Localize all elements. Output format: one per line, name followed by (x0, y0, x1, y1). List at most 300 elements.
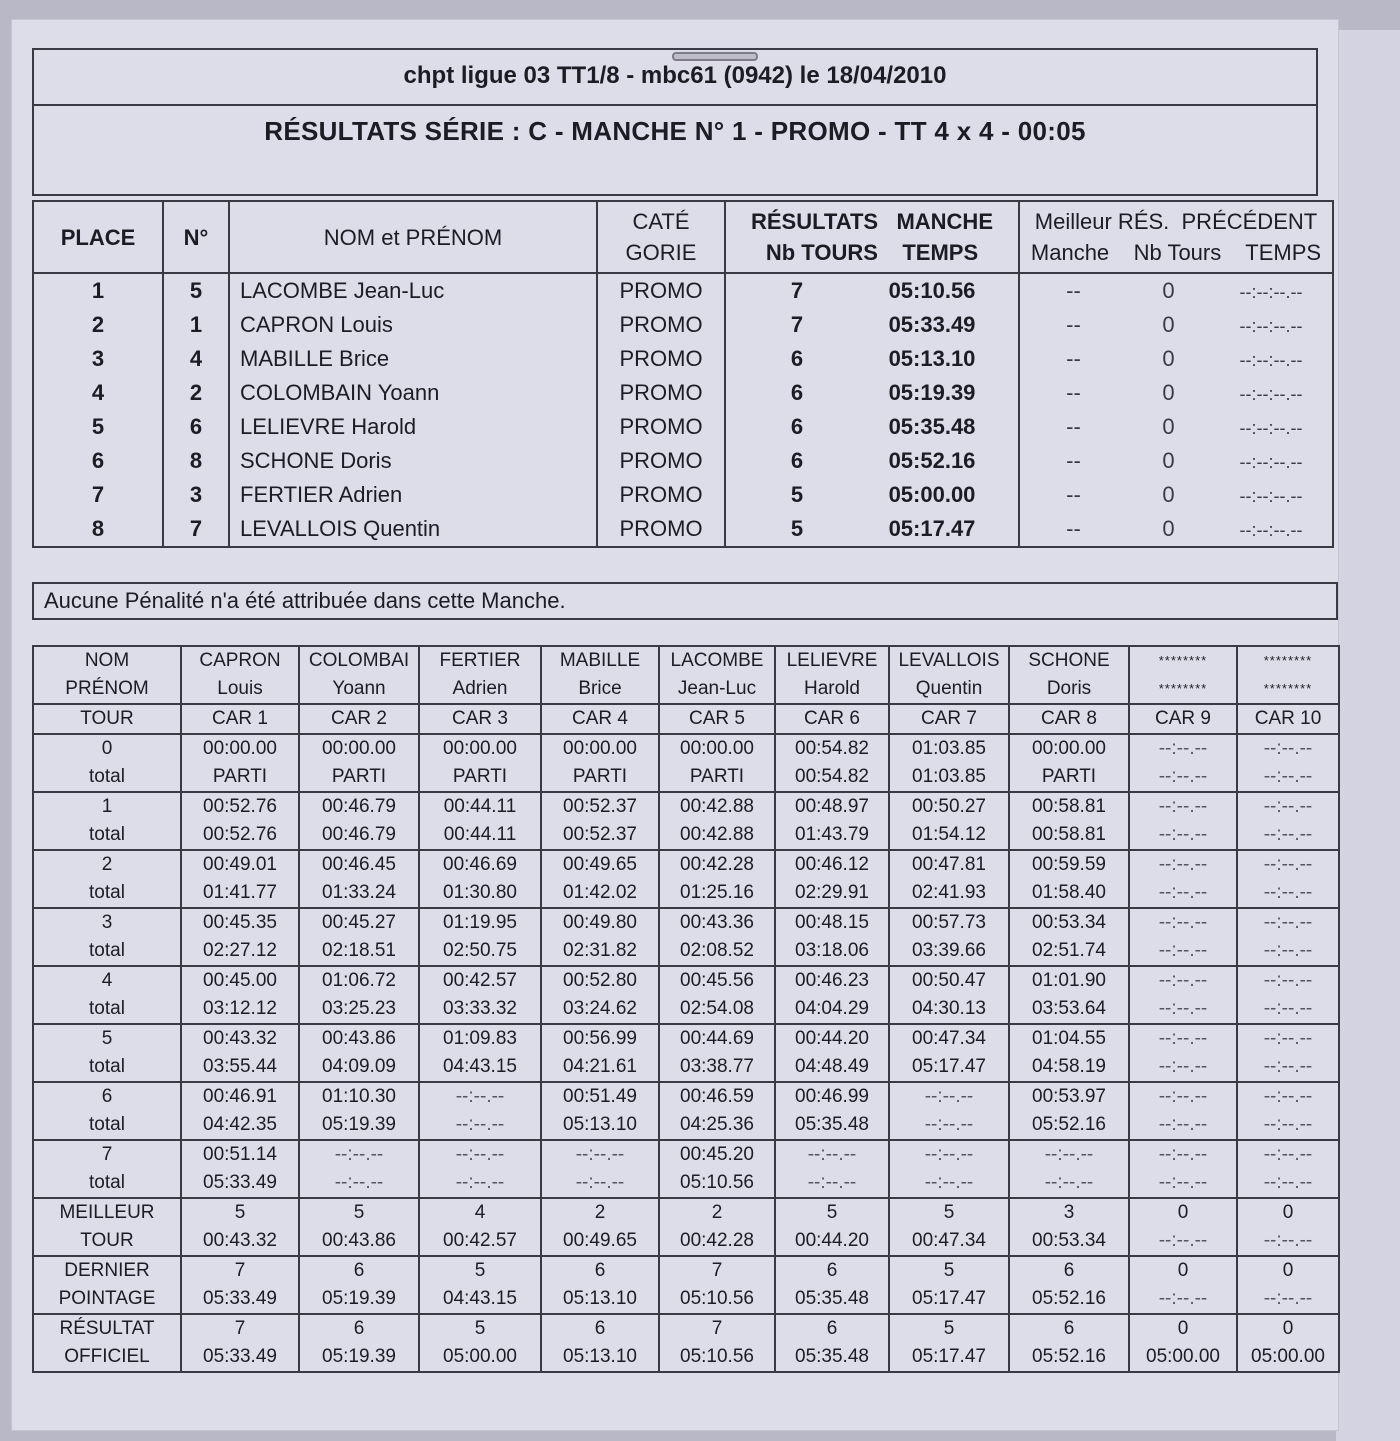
result-time: 05:00.00 (888, 482, 976, 507)
cumulative-time: --:--.-- (775, 1169, 889, 1198)
cumulative-time: 03:33.32 (419, 995, 541, 1024)
summary-lap: 7 (659, 1314, 775, 1343)
driver-firstname: ******** (1129, 675, 1237, 704)
result-driver-name: CAPRON Louis (229, 308, 597, 342)
summary-time: 00:42.28 (659, 1227, 775, 1256)
col-results (725, 201, 1019, 273)
summary-lap: 6 (541, 1314, 659, 1343)
result-previous (1019, 376, 1333, 410)
summary-time: --:--.-- (1129, 1227, 1237, 1256)
lap-total-row (33, 879, 1339, 908)
lap-time: 00:49.01 (181, 850, 299, 879)
result-row (33, 308, 1333, 342)
result-category: PROMO (597, 512, 725, 547)
cumulative-time: 04:30.13 (889, 995, 1009, 1024)
result-time: 05:52.16 (888, 448, 976, 473)
cumulative-time: 02:54.08 (659, 995, 775, 1024)
event-title: chpt ligue 03 TT1/8 - mbc61 (0942) le 18/04/2010 (403, 62, 947, 89)
lap-time: 00:42.28 (659, 850, 775, 879)
title-box (32, 48, 1318, 196)
lap-time: 00:52.76 (181, 792, 299, 821)
lap-number: 6 (33, 1082, 181, 1111)
lap-time: 00:46.23 (775, 966, 889, 995)
summary-lap: 0 (1129, 1256, 1237, 1285)
summary-time: 04:43.15 (419, 1285, 541, 1314)
car-label: CAR 5 (659, 704, 775, 734)
summary-lap: 6 (299, 1256, 419, 1285)
cumulative-time: 03:38.77 (659, 1053, 775, 1082)
results-table (32, 200, 1334, 548)
col-results-l2: Nb TOURS TEMPS (765, 240, 979, 265)
driver-surname: LELIEVRE (775, 646, 889, 675)
title-divider (34, 104, 1316, 106)
cumulative-time: --:--.-- (1129, 1111, 1237, 1140)
previous-manche: -- (1066, 346, 1081, 371)
driver-surname: CAPRON (181, 646, 299, 675)
lap-time: 00:53.97 (1009, 1082, 1129, 1111)
lap-time: --:--.-- (1237, 1024, 1339, 1053)
result-laps: 6 (790, 346, 804, 371)
lap-total-row (33, 1169, 1339, 1198)
lap-time: --:--.-- (419, 1082, 541, 1111)
cumulative-time: PARTI (541, 763, 659, 792)
lap-time: --:--.-- (1129, 734, 1237, 763)
summary-lap: 5 (419, 1256, 541, 1285)
car-label: CAR 2 (299, 704, 419, 734)
cumulative-time: --:--.-- (1129, 763, 1237, 792)
lap-time: 00:00.00 (541, 734, 659, 763)
summary-time: 00:44.20 (775, 1227, 889, 1256)
result-place: 6 (33, 444, 163, 478)
cumulative-time: 04:43.15 (419, 1053, 541, 1082)
result-laps: 7 (790, 312, 804, 337)
driver-surname: FERTIER (419, 646, 541, 675)
lap-time: 00:47.34 (889, 1024, 1009, 1053)
result-category: PROMO (597, 410, 725, 444)
car-label: CAR 7 (889, 704, 1009, 734)
lap-row (33, 792, 1339, 821)
previous-laps: 0 (1162, 482, 1175, 507)
summary-lap: 6 (775, 1256, 889, 1285)
lap-time: --:--.-- (1237, 734, 1339, 763)
lap-row (33, 850, 1339, 879)
result-laps: 7 (790, 278, 804, 303)
lap-time: --:--.-- (1129, 1082, 1237, 1111)
lap-total-row (33, 995, 1339, 1024)
lap-total-row (33, 1111, 1339, 1140)
label-total: total (33, 1053, 181, 1082)
cumulative-time: 04:58.19 (1009, 1053, 1129, 1082)
lap-time: 01:19.95 (419, 908, 541, 937)
label-prenom: PRÉNOM (33, 675, 181, 704)
lap-time: 00:45.27 (299, 908, 419, 937)
lap-time: 00:42.88 (659, 792, 775, 821)
previous-time: --:--:--.-- (1239, 384, 1303, 404)
previous-laps: 0 (1162, 346, 1175, 371)
lap-time: 00:00.00 (659, 734, 775, 763)
summary-lap: 5 (775, 1198, 889, 1227)
lap-time: 00:46.91 (181, 1082, 299, 1111)
lap-time: --:--.-- (1129, 792, 1237, 821)
summary-lap: 7 (181, 1256, 299, 1285)
driver-surname: ******** (1129, 646, 1237, 675)
summary-label: POINTAGE (33, 1285, 181, 1314)
summary-time: 05:35.48 (775, 1343, 889, 1372)
summary-label: DERNIER (33, 1256, 181, 1285)
result-previous (1019, 444, 1333, 478)
cumulative-time: 03:18.06 (775, 937, 889, 966)
summary-label: OFFICIEL (33, 1343, 181, 1372)
car-label: CAR 3 (419, 704, 541, 734)
lap-time: 00:51.49 (541, 1082, 659, 1111)
lap-time: 00:46.12 (775, 850, 889, 879)
cumulative-time: 04:21.61 (541, 1053, 659, 1082)
label-total: total (33, 1111, 181, 1140)
label-total: total (33, 763, 181, 792)
cumulative-time: 02:41.93 (889, 879, 1009, 908)
lap-time: --:--.-- (775, 1140, 889, 1169)
cumulative-time: 02:08.52 (659, 937, 775, 966)
result-time: 05:19.39 (888, 380, 976, 405)
lap-time: 01:04.55 (1009, 1024, 1129, 1053)
lap-time: 00:46.69 (419, 850, 541, 879)
driver-firstname: ******** (1237, 675, 1339, 704)
summary-time: --:--.-- (1129, 1285, 1237, 1314)
lap-time: --:--.-- (1237, 1140, 1339, 1169)
cumulative-time: 00:42.88 (659, 821, 775, 850)
result-time: 05:10.56 (888, 278, 976, 303)
cumulative-time: 02:51.74 (1009, 937, 1129, 966)
summary-time: 00:47.34 (889, 1227, 1009, 1256)
cumulative-time: 05:52.16 (1009, 1111, 1129, 1140)
cumulative-time: --:--.-- (1129, 1169, 1237, 1198)
summary-label: RÉSULTAT (33, 1314, 181, 1343)
result-row (33, 342, 1333, 376)
cumulative-time: 02:27.12 (181, 937, 299, 966)
summary-lap: 6 (541, 1256, 659, 1285)
cumulative-time: --:--.-- (1129, 937, 1237, 966)
summary-lap: 6 (299, 1314, 419, 1343)
previous-time: --:--:--.-- (1239, 486, 1303, 506)
result-number: 7 (163, 512, 229, 547)
summary-time: 00:43.32 (181, 1227, 299, 1256)
cumulative-time: --:--.-- (1129, 1053, 1237, 1082)
col-previous-best (1019, 201, 1333, 273)
lap-time: 01:09.83 (419, 1024, 541, 1053)
previous-manche: -- (1066, 448, 1081, 473)
previous-laps: 0 (1162, 380, 1175, 405)
lap-time: 00:59.59 (1009, 850, 1129, 879)
lap-time: 00:45.20 (659, 1140, 775, 1169)
lap-time: 00:00.00 (299, 734, 419, 763)
cumulative-time: --:--.-- (1009, 1169, 1129, 1198)
cumulative-time: 05:33.49 (181, 1169, 299, 1198)
summary-lap: 7 (659, 1256, 775, 1285)
result-previous (1019, 342, 1333, 376)
cumulative-time: --:--.-- (1237, 821, 1339, 850)
lap-time: 00:45.00 (181, 966, 299, 995)
col-name: NOM et PRÉNOM (229, 201, 597, 273)
result-time: 05:35.48 (888, 414, 976, 439)
lap-time: --:--.-- (1237, 1082, 1339, 1111)
cumulative-time: 03:53.64 (1009, 995, 1129, 1024)
lap-time: 00:48.15 (775, 908, 889, 937)
result-number: 1 (163, 308, 229, 342)
lap-time: 00:00.00 (1009, 734, 1129, 763)
result-place: 1 (33, 273, 163, 308)
result-laps-time (725, 376, 1019, 410)
previous-manche: -- (1066, 414, 1081, 439)
summary-time: 00:43.86 (299, 1227, 419, 1256)
summary-time: 00:53.34 (1009, 1227, 1129, 1256)
summary-lap: 5 (889, 1314, 1009, 1343)
col-previous-l2: Manche Nb Tours TEMPS (1030, 240, 1322, 265)
result-category: PROMO (597, 273, 725, 308)
summary-time: 05:52.16 (1009, 1285, 1129, 1314)
driver-firstname: Adrien (419, 675, 541, 704)
result-number: 4 (163, 342, 229, 376)
cumulative-time: 02:29.91 (775, 879, 889, 908)
result-row (33, 512, 1333, 547)
cumulative-time: --:--.-- (1237, 879, 1339, 908)
previous-laps: 0 (1162, 312, 1175, 337)
cumulative-time: 01:54.12 (889, 821, 1009, 850)
label-total: total (33, 937, 181, 966)
summary-lap: 0 (1237, 1198, 1339, 1227)
lap-time: 01:01.90 (1009, 966, 1129, 995)
lap-time: 00:50.27 (889, 792, 1009, 821)
car-label: CAR 8 (1009, 704, 1129, 734)
result-time: 05:13.10 (888, 346, 976, 371)
result-driver-name: SCHONE Doris (229, 444, 597, 478)
lap-time: 00:53.34 (1009, 908, 1129, 937)
lap-total-row (33, 1053, 1339, 1082)
cumulative-time: 00:52.37 (541, 821, 659, 850)
label-total: total (33, 995, 181, 1024)
cumulative-time: --:--.-- (1237, 1053, 1339, 1082)
summary-time: 05:19.39 (299, 1343, 419, 1372)
cumulative-time: 02:31.82 (541, 937, 659, 966)
result-time: 05:17.47 (888, 516, 976, 541)
lap-time: 00:44.69 (659, 1024, 775, 1053)
lap-time: --:--.-- (1237, 908, 1339, 937)
cumulative-time: PARTI (659, 763, 775, 792)
lap-number: 3 (33, 908, 181, 937)
result-row (33, 478, 1333, 512)
summary-lap: 3 (1009, 1198, 1129, 1227)
previous-manche: -- (1066, 278, 1081, 303)
driver-firstname: Jean-Luc (659, 675, 775, 704)
result-previous (1019, 512, 1333, 547)
lap-time: --:--.-- (1237, 850, 1339, 879)
cumulative-time: 00:54.82 (775, 763, 889, 792)
result-place: 3 (33, 342, 163, 376)
previous-time: --:--:--.-- (1239, 350, 1303, 370)
result-previous (1019, 308, 1333, 342)
summary-time: 05:33.49 (181, 1285, 299, 1314)
lap-row (33, 1024, 1339, 1053)
lap-time: --:--.-- (1237, 792, 1339, 821)
cumulative-time: --:--.-- (1237, 1111, 1339, 1140)
result-laps: 5 (790, 516, 804, 541)
summary-time: 05:35.48 (775, 1285, 889, 1314)
cumulative-time: 04:04.29 (775, 995, 889, 1024)
lap-row (33, 1082, 1339, 1111)
cumulative-time: PARTI (419, 763, 541, 792)
previous-time: --:--:--.-- (1239, 316, 1303, 336)
lap-time: 00:00.00 (419, 734, 541, 763)
lap-time: --:--.-- (1129, 1140, 1237, 1169)
cumulative-time: --:--.-- (541, 1169, 659, 1198)
cumulative-time: --:--.-- (1237, 763, 1339, 792)
result-place: 8 (33, 512, 163, 547)
lap-time: --:--.-- (1129, 908, 1237, 937)
lap-time: 00:42.57 (419, 966, 541, 995)
lap-time: 00:47.81 (889, 850, 1009, 879)
lap-time: 00:44.20 (775, 1024, 889, 1053)
next-page-edge (1336, 30, 1400, 1441)
summary-lap: 7 (181, 1314, 299, 1343)
cumulative-time: --:--.-- (1129, 879, 1237, 908)
driver-surname: LEVALLOIS (889, 646, 1009, 675)
lap-time: 00:56.99 (541, 1024, 659, 1053)
driver-surname: ******** (1237, 646, 1339, 675)
previous-manche: -- (1066, 380, 1081, 405)
lap-number: 7 (33, 1140, 181, 1169)
lap-time: --:--.-- (1129, 966, 1237, 995)
lap-time: --:--.-- (541, 1140, 659, 1169)
cumulative-time: --:--.-- (419, 1111, 541, 1140)
cumulative-time: PARTI (1009, 763, 1129, 792)
cumulative-time: 01:30.80 (419, 879, 541, 908)
result-place: 2 (33, 308, 163, 342)
lap-total-row (33, 937, 1339, 966)
summary-lap: 0 (1129, 1314, 1237, 1343)
result-driver-name: LEVALLOIS Quentin (229, 512, 597, 547)
result-row (33, 376, 1333, 410)
summary-time: 05:00.00 (419, 1343, 541, 1372)
cumulative-time: 01:43.79 (775, 821, 889, 850)
lap-time: 00:44.11 (419, 792, 541, 821)
cumulative-time: 05:19.39 (299, 1111, 419, 1140)
cumulative-time: --:--.-- (1129, 821, 1237, 850)
previous-laps: 0 (1162, 448, 1175, 473)
result-number: 3 (163, 478, 229, 512)
summary-label: TOUR (33, 1227, 181, 1256)
car-label: CAR 10 (1237, 704, 1339, 734)
cumulative-time: 03:25.23 (299, 995, 419, 1024)
summary-time: 00:49.65 (541, 1227, 659, 1256)
result-previous (1019, 478, 1333, 512)
lap-time: 00:51.14 (181, 1140, 299, 1169)
result-driver-name: LELIEVRE Harold (229, 410, 597, 444)
previous-time: --:--:--.-- (1239, 418, 1303, 438)
col-category-l2: GORIE (625, 240, 697, 265)
cumulative-time: 03:24.62 (541, 995, 659, 1024)
summary-lap: 0 (1237, 1314, 1339, 1343)
result-category: PROMO (597, 444, 725, 478)
cumulative-time: 01:41.77 (181, 879, 299, 908)
cumulative-time: PARTI (181, 763, 299, 792)
driver-firstname: Harold (775, 675, 889, 704)
label-tour: TOUR (33, 704, 181, 734)
driver-surname: LACOMBE (659, 646, 775, 675)
col-place: PLACE (33, 201, 163, 273)
result-laps-time (725, 308, 1019, 342)
summary-lap: 5 (181, 1198, 299, 1227)
result-category: PROMO (597, 308, 725, 342)
summary-lap: 4 (419, 1198, 541, 1227)
lap-time: 00:45.56 (659, 966, 775, 995)
lap-time: 00:43.86 (299, 1024, 419, 1053)
cumulative-time: 05:13.10 (541, 1111, 659, 1140)
lap-time: 01:10.30 (299, 1082, 419, 1111)
lap-time: 00:46.59 (659, 1082, 775, 1111)
car-label: CAR 9 (1129, 704, 1237, 734)
lap-time: --:--.-- (889, 1140, 1009, 1169)
label-nom: NOM (33, 646, 181, 675)
cumulative-time: 03:39.66 (889, 937, 1009, 966)
lap-number: 1 (33, 792, 181, 821)
lap-number: 0 (33, 734, 181, 763)
series-title: RÉSULTATS SÉRIE : C - MANCHE N° 1 - PROMO - TT 4 x 4 - 00:05 (264, 116, 1086, 146)
result-number: 2 (163, 376, 229, 410)
cumulative-time: 00:58.81 (1009, 821, 1129, 850)
result-time: 05:33.49 (888, 312, 976, 337)
summary-lap: 5 (889, 1198, 1009, 1227)
result-laps: 6 (790, 380, 804, 405)
cumulative-time: --:--.-- (1237, 937, 1339, 966)
lap-time: 00:52.80 (541, 966, 659, 995)
result-laps: 6 (790, 448, 804, 473)
summary-row (33, 1314, 1339, 1343)
driver-surname: COLOMBAI (299, 646, 419, 675)
summary-time: --:--.-- (1237, 1227, 1339, 1256)
cumulative-time: 05:10.56 (659, 1169, 775, 1198)
result-category: PROMO (597, 478, 725, 512)
lap-time: 00:49.80 (541, 908, 659, 937)
result-laps-time (725, 410, 1019, 444)
summary-row (33, 1198, 1339, 1227)
previous-time: --:--:--.-- (1239, 520, 1303, 540)
driver-surname: SCHONE (1009, 646, 1129, 675)
summary-lap: 6 (1009, 1256, 1129, 1285)
lap-time: 00:45.35 (181, 908, 299, 937)
lap-row (33, 1140, 1339, 1169)
cumulative-time: 01:25.16 (659, 879, 775, 908)
summary-time: 05:33.49 (181, 1343, 299, 1372)
cumulative-time: 03:55.44 (181, 1053, 299, 1082)
lap-row (33, 966, 1339, 995)
lap-time: 01:03.85 (889, 734, 1009, 763)
previous-time: --:--:--.-- (1239, 452, 1303, 472)
result-laps-time (725, 342, 1019, 376)
cumulative-time: 01:03.85 (889, 763, 1009, 792)
driver-surname: MABILLE (541, 646, 659, 675)
result-previous (1019, 273, 1333, 308)
lap-row (33, 734, 1339, 763)
lap-time: 00:46.45 (299, 850, 419, 879)
cumulative-time: --:--.-- (889, 1111, 1009, 1140)
lap-time: 00:54.82 (775, 734, 889, 763)
summary-time: 05:17.47 (889, 1285, 1009, 1314)
summary-lap: 6 (775, 1314, 889, 1343)
summary-time: 05:10.56 (659, 1285, 775, 1314)
label-total: total (33, 821, 181, 850)
lap-row (33, 908, 1339, 937)
cumulative-time: 00:44.11 (419, 821, 541, 850)
previous-manche: -- (1066, 516, 1081, 541)
